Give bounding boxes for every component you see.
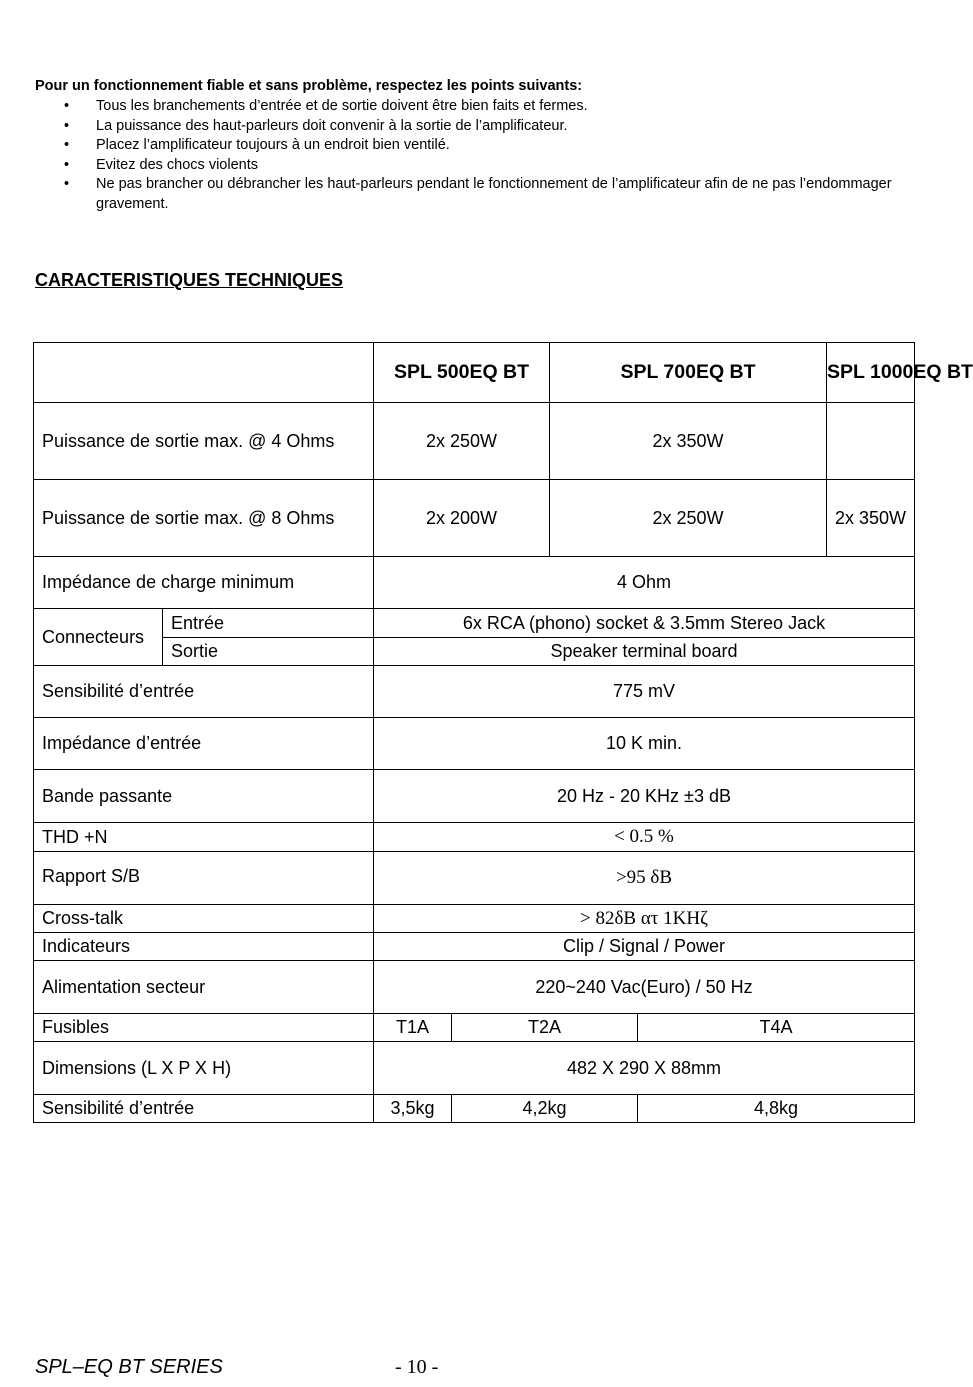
row-label: Indicateurs — [34, 933, 374, 961]
model-header-1000: SPL 1000EQ BT — [827, 343, 915, 403]
bullet-icon: • — [64, 156, 70, 173]
table-cell: Clip / Signal / Power — [374, 933, 915, 961]
table-cell: > 82δB ατ 1ΚΗζ — [374, 905, 915, 933]
bullet-icon: • — [64, 117, 70, 134]
table-row — [34, 718, 915, 770]
table-cell: 775 mV — [374, 666, 915, 718]
footer-series: SPL–EQ BT SERIES — [35, 1356, 223, 1378]
row-label: Impédance de charge minimum — [34, 557, 374, 609]
header-row — [34, 343, 915, 403]
bullet-item — [62, 136, 892, 156]
row-label: Cross-talk — [34, 905, 374, 933]
table-cell: T1A — [374, 1014, 452, 1042]
row-label: Puissance de sortie max. @ 4 Ohms — [34, 403, 374, 480]
table-cell: 2x 350W — [550, 403, 827, 480]
table-row — [34, 1095, 915, 1123]
row-label: Connecteurs — [34, 609, 163, 666]
table-row — [34, 666, 915, 718]
row-label: Bande passante — [34, 770, 374, 823]
row-label: Rapport S/B — [34, 852, 374, 905]
table-cell: 3,5kg — [374, 1095, 452, 1123]
table-cell: 20 Hz - 20 KHz ±3 dB — [374, 770, 915, 823]
bullet-text: Tous les branchements d’entrée et de sortie doivent être bien faits et fermes. — [96, 98, 588, 114]
bullet-text: Ne pas brancher ou débrancher les haut-parleurs pendant le fonctionnement de l’amplificateur afin de ne pas l’endommager gravement. — [96, 176, 892, 212]
table-cell: 482 X 290 X 88mm — [374, 1042, 915, 1095]
table-cell: 10 K min. — [374, 718, 915, 770]
intro-bullet-list — [62, 97, 892, 214]
table-cell: < 0.5 % — [374, 823, 915, 852]
sub-label: Sortie — [163, 638, 374, 666]
bullet-item — [62, 156, 892, 176]
table-row — [34, 933, 915, 961]
table-row — [34, 557, 915, 609]
table-row — [34, 823, 915, 852]
table-row — [34, 770, 915, 823]
table-cell: >95 δB — [374, 852, 915, 905]
bullet-text: La puissance des haut-parleurs doit convenir à la sortie de l’amplificateur. — [96, 117, 568, 134]
table-row — [34, 1014, 915, 1042]
bullet-icon: • — [64, 98, 70, 114]
table-row — [34, 609, 915, 638]
table-row — [34, 852, 915, 905]
table-cell: 4 Ohm — [374, 557, 915, 609]
table-cell: 2x 200W — [374, 480, 550, 557]
table-cell: 4,8kg — [638, 1095, 915, 1123]
bullet-text: Evitez des chocs violents — [96, 156, 258, 173]
row-label: Sensibilité d’entrée — [34, 1095, 374, 1123]
table-cell: 2x 250W — [550, 480, 827, 557]
bullet-item — [62, 97, 892, 117]
table-cell: 4,2kg — [452, 1095, 638, 1123]
row-label: Sensibilité d’entrée — [34, 666, 374, 718]
table-row — [34, 638, 915, 666]
bullet-icon: • — [64, 176, 70, 192]
table-cell: Speaker terminal board — [374, 638, 915, 666]
row-label: Puissance de sortie max. @ 8 Ohms — [34, 480, 374, 557]
bullet-item — [62, 175, 892, 214]
row-label: Impédance d’entrée — [34, 718, 374, 770]
table-row — [34, 961, 915, 1014]
table-row — [34, 1042, 915, 1095]
table-row — [34, 480, 915, 557]
table-cell: 2x 250W — [374, 403, 550, 480]
bullet-item — [62, 117, 892, 137]
model-header-700: SPL 700EQ BT — [550, 343, 827, 403]
table-row — [34, 905, 915, 933]
table-cell: 2x 350W — [827, 480, 915, 557]
table-cell — [827, 403, 915, 480]
intro-title: Pour un fonctionnement fiable et sans problème, respectez les points suivants: — [35, 78, 583, 94]
table-cell: T2A — [452, 1014, 638, 1042]
header-empty-cell — [34, 343, 374, 403]
table-cell: 6x RCA (phono) socket & 3.5mm Stereo Jack — [374, 609, 915, 638]
bullet-text: Placez l’amplificateur toujours à un endroit bien ventilé. — [96, 137, 450, 153]
row-label: Alimentation secteur — [34, 961, 374, 1014]
table-cell: T4A — [638, 1014, 915, 1042]
row-label: Fusibles — [34, 1014, 374, 1042]
bullet-icon: • — [64, 137, 70, 153]
table-row — [34, 403, 915, 480]
row-label: Dimensions (L X P X H) — [34, 1042, 374, 1095]
row-label: THD +N — [34, 823, 374, 852]
table-cell: 220~240 Vac(Euro) / 50 Hz — [374, 961, 915, 1014]
spec-table — [33, 342, 973, 1123]
model-header-500: SPL 500EQ BT — [374, 343, 550, 403]
page-number: - 10 - — [395, 1356, 439, 1378]
section-title: CARACTERISTIQUES TECHNIQUES — [35, 270, 344, 290]
sub-label: Entrée — [163, 609, 374, 638]
